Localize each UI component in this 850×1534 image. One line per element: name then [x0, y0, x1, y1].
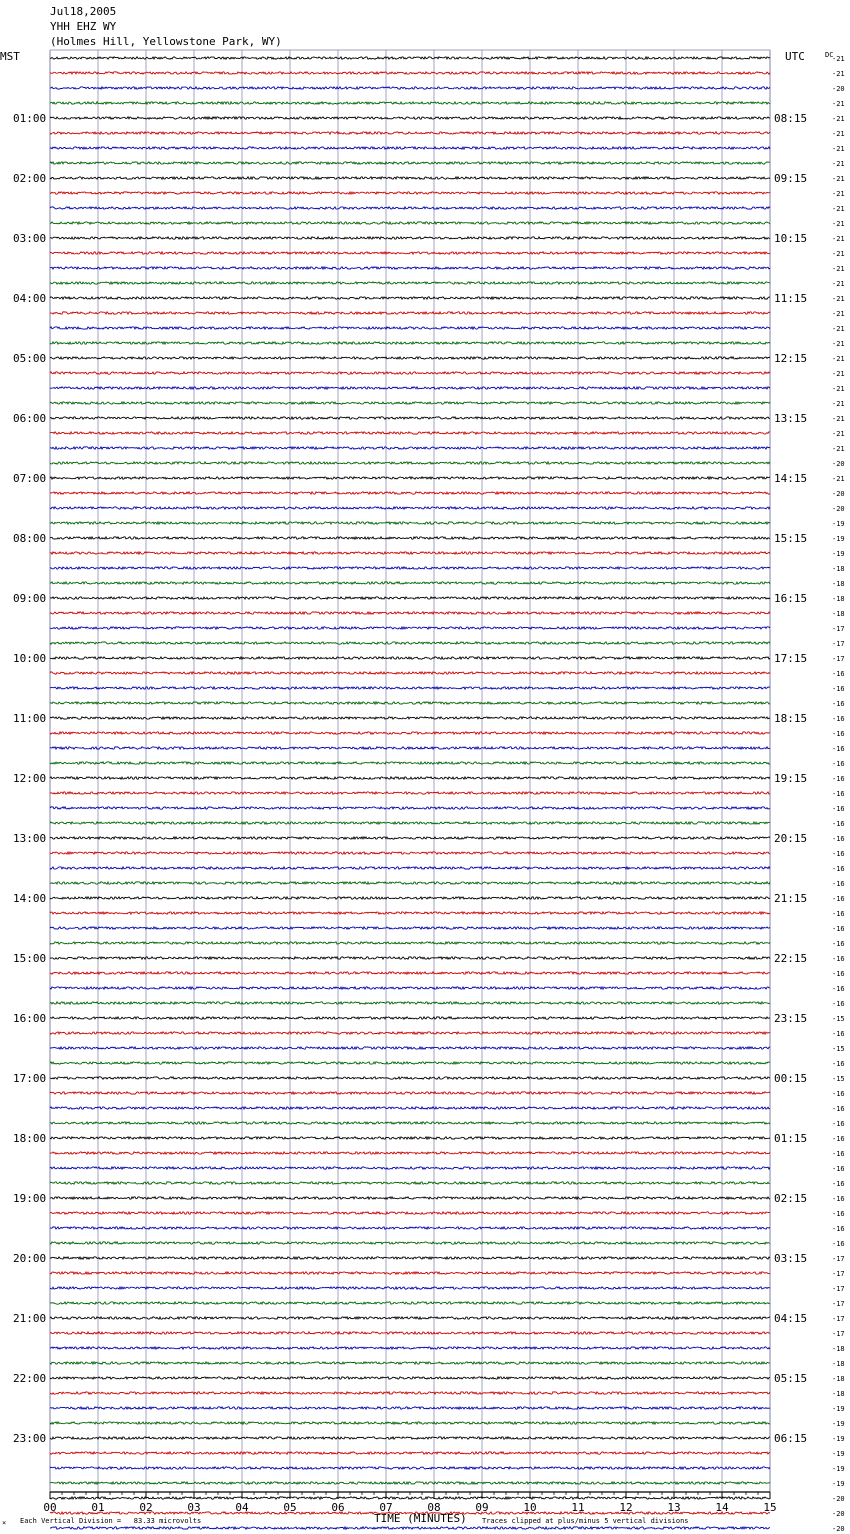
dc-offset-label: -16 [832, 1000, 845, 1008]
station-location: (Holmes Hill, Yellowstone Park, WY) [50, 35, 282, 48]
x-axis-label: TIME (MINUTES) [374, 1512, 467, 1525]
seismic-trace [50, 1302, 770, 1304]
utc-hour-label: 17:15 [774, 652, 808, 665]
seismic-trace [50, 1482, 770, 1484]
seismic-trace [50, 657, 770, 659]
x-tick-label: 12 [619, 1501, 633, 1514]
utc-hour-label: 19:15 [774, 772, 808, 785]
seismic-trace [50, 867, 770, 869]
dc-offset-label: -20 [832, 505, 845, 513]
seismic-trace [50, 567, 770, 569]
dc-offset-label: -16 [832, 865, 845, 873]
x-tick-label: 15 [763, 1501, 777, 1514]
seismic-trace [50, 627, 770, 629]
seismic-trace [50, 1527, 770, 1529]
dc-offset-label: -16 [832, 775, 845, 783]
dc-offset-label: -21 [832, 250, 845, 258]
dc-offset-label: -16 [832, 985, 845, 993]
seismic-trace [50, 792, 770, 794]
seismic-trace [50, 1182, 770, 1184]
dc-offset-label: -19 [832, 550, 845, 558]
dc-offset-label: -21 [832, 340, 845, 348]
dc-offset-label: -21 [832, 280, 845, 288]
dc-offset-label: -15 [832, 1075, 845, 1083]
utc-hour-label: 16:15 [774, 592, 808, 605]
dc-offset-label: -16 [832, 1030, 845, 1038]
corner-mark: × [2, 1519, 7, 1527]
seismic-trace [50, 282, 770, 284]
dc-offset-label: -16 [832, 1180, 845, 1188]
seismic-trace [50, 1062, 770, 1064]
dc-offset-label: -16 [832, 955, 845, 963]
utc-hour-label: 20:15 [774, 832, 808, 845]
dc-label: DC [825, 51, 834, 59]
utc-hour-label: 10:15 [774, 232, 808, 245]
utc-hour-label: 04:15 [774, 1312, 808, 1325]
seismic-trace [50, 162, 770, 164]
left-timezone-label: MST [0, 50, 20, 63]
dc-offset-label: -21 [832, 370, 845, 378]
mst-hour-label: 22:00 [13, 1372, 47, 1385]
utc-hour-label: 18:15 [774, 712, 808, 725]
utc-hour-label: 05:15 [774, 1372, 808, 1385]
dc-offset-label: -19 [832, 1465, 845, 1473]
dc-offset-label: -16 [832, 895, 845, 903]
seismic-trace [50, 1272, 770, 1274]
trace-layer [50, 57, 770, 1534]
utc-hour-label: 09:15 [774, 172, 808, 185]
dc-offset-label: -21 [832, 445, 845, 453]
dc-offset-label: -21 [832, 160, 845, 168]
seismic-trace [50, 1047, 770, 1049]
seismic-trace [50, 687, 770, 689]
dc-offset-label: -21 [832, 55, 845, 63]
seismic-trace [50, 1077, 770, 1079]
dc-offset-label: -16 [832, 730, 845, 738]
seismic-trace [50, 972, 770, 974]
seismic-trace [50, 1107, 770, 1109]
seismic-trace [50, 207, 770, 209]
x-tick-label: 00 [43, 1501, 57, 1514]
mst-hour-label: 17:00 [13, 1072, 47, 1085]
seismic-trace [50, 927, 770, 929]
dc-offset-label: -16 [832, 745, 845, 753]
dc-offset-label: -16 [832, 760, 845, 768]
seismic-trace [50, 807, 770, 809]
dc-offset-label: -16 [832, 880, 845, 888]
dc-offset-label: -21 [832, 475, 845, 483]
dc-offset-label: -18 [832, 1345, 845, 1353]
utc-hour-label: 23:15 [774, 1012, 808, 1025]
seismic-trace [50, 837, 770, 839]
dc-offset-label: -15 [832, 1015, 845, 1023]
mst-hour-label: 08:00 [13, 532, 47, 545]
seismic-trace [50, 402, 770, 404]
x-tick-label: 10 [523, 1501, 537, 1514]
dc-offset-label: -16 [832, 1240, 845, 1248]
dc-offset-label: -18 [832, 1360, 845, 1368]
dc-offset-label: -21 [832, 220, 845, 228]
utc-hour-label: 03:15 [774, 1252, 808, 1265]
x-tick-label: 13 [667, 1501, 681, 1514]
dc-offset-label: -15 [832, 1045, 845, 1053]
dc-offset-label: -17 [832, 1330, 845, 1338]
x-tick-label: 04 [235, 1501, 249, 1514]
seismic-trace [50, 987, 770, 989]
dc-offset-label: -16 [832, 1120, 845, 1128]
seismic-trace [50, 522, 770, 524]
mst-hour-label: 20:00 [13, 1252, 47, 1265]
seismic-trace [50, 582, 770, 584]
dc-offset-label: -17 [832, 1285, 845, 1293]
utc-hour-label: 00:15 [774, 1072, 808, 1085]
seismic-trace [50, 1092, 770, 1094]
dc-offset-label: -21 [832, 70, 845, 78]
dc-offset-label: -16 [832, 1090, 845, 1098]
dc-offset-label: -17 [832, 1315, 845, 1323]
seismic-trace [50, 327, 770, 329]
right-timezone-label: UTC [785, 50, 805, 63]
dc-offset-label: -21 [832, 430, 845, 438]
dc-offset-label: -16 [832, 670, 845, 678]
dc-offset-label: -16 [832, 1135, 845, 1143]
dc-offset-label: -16 [832, 1225, 845, 1233]
dc-offset-label: -21 [832, 265, 845, 273]
mst-hour-label: 10:00 [13, 652, 47, 665]
seismic-trace [50, 192, 770, 194]
seismic-trace [50, 312, 770, 314]
utc-hour-label: 02:15 [774, 1192, 808, 1205]
x-tick-label: 08 [427, 1501, 441, 1514]
seismic-trace [50, 1002, 770, 1004]
seismic-trace [50, 492, 770, 494]
dc-offset-label: -16 [832, 1195, 845, 1203]
seismic-trace [50, 597, 770, 599]
dc-offset-label: -21 [832, 415, 845, 423]
mst-hour-label: 21:00 [13, 1312, 47, 1325]
seismic-trace [50, 1497, 770, 1499]
dc-offset-label: -16 [832, 700, 845, 708]
seismic-trace [50, 1317, 770, 1319]
seismic-trace [50, 732, 770, 734]
dc-offset-label: -20 [832, 1525, 845, 1533]
dc-offset-label: -16 [832, 850, 845, 858]
seismic-trace [50, 1287, 770, 1289]
dc-offset-label: -21 [832, 145, 845, 153]
seismic-trace [50, 1017, 770, 1019]
dc-offset-label: -19 [832, 1450, 845, 1458]
dc-offset-label: -18 [832, 1375, 845, 1383]
seismic-trace [50, 897, 770, 899]
seismic-trace [50, 1422, 770, 1424]
seismic-trace [50, 762, 770, 764]
dc-offset-label: -21 [832, 115, 845, 123]
seismic-trace [50, 72, 770, 74]
seismic-trace [50, 1437, 770, 1439]
mst-hour-label: 09:00 [13, 592, 47, 605]
mst-hour-label: 18:00 [13, 1132, 47, 1145]
seismic-trace [50, 1227, 770, 1229]
station-code: YHH EHZ WY [50, 20, 117, 33]
seismic-trace [50, 222, 770, 224]
mst-hour-label: 03:00 [13, 232, 47, 245]
dc-offset-label: -19 [832, 535, 845, 543]
seismic-trace [50, 1377, 770, 1379]
seismic-trace [50, 717, 770, 719]
seismic-trace [50, 387, 770, 389]
dc-offset-label: -19 [832, 1405, 845, 1413]
dc-offset-label: -21 [832, 100, 845, 108]
dc-offset-label: -20 [832, 460, 845, 468]
dc-offset-label: -17 [832, 1300, 845, 1308]
utc-hour-label: 13:15 [774, 412, 808, 425]
x-tick-label: 01 [91, 1501, 105, 1514]
dc-offset-label: -21 [832, 175, 845, 183]
dc-offset-label: -16 [832, 790, 845, 798]
dc-offset-label: -20 [832, 1495, 845, 1503]
seismic-trace [50, 747, 770, 749]
dc-offset-label: -21 [832, 190, 845, 198]
dc-offset-label: -21 [832, 355, 845, 363]
seismic-trace [50, 117, 770, 119]
dc-offset-label: -16 [832, 715, 845, 723]
utc-hour-label: 12:15 [774, 352, 808, 365]
seismic-trace [50, 942, 770, 944]
mst-hour-label: 16:00 [13, 1012, 47, 1025]
dc-offset-label: -17 [832, 655, 845, 663]
seismic-trace [50, 1137, 770, 1139]
seismic-trace [50, 102, 770, 104]
seismic-trace [50, 87, 770, 89]
seismic-trace [50, 882, 770, 884]
dc-offset-label: -16 [832, 940, 845, 948]
seismic-trace [50, 612, 770, 614]
seismic-trace [50, 1122, 770, 1124]
dc-offset-label: -21 [832, 205, 845, 213]
x-tick-label: 14 [715, 1501, 729, 1514]
dc-offset-label: -21 [832, 385, 845, 393]
seismic-trace [50, 1212, 770, 1214]
mst-hour-label: 07:00 [13, 472, 47, 485]
dc-offset-label: -16 [832, 835, 845, 843]
seismic-trace [50, 1452, 770, 1454]
dc-offset-label: -18 [832, 595, 845, 603]
seismic-trace [50, 237, 770, 239]
dc-offset-label: -21 [832, 325, 845, 333]
dc-offset-label: -16 [832, 1105, 845, 1113]
seismic-trace [50, 1332, 770, 1334]
mst-hour-label: 04:00 [13, 292, 47, 305]
seismic-trace [50, 1032, 770, 1034]
seismic-trace [50, 447, 770, 449]
seismic-trace [50, 852, 770, 854]
seismic-trace [50, 1407, 770, 1409]
x-tick-label: 02 [139, 1501, 153, 1514]
seismic-trace [50, 477, 770, 479]
scale-note: Each Vertical Division = 83.33 microvolts [20, 1517, 202, 1525]
seismic-trace [50, 297, 770, 299]
seismic-trace [50, 372, 770, 374]
dc-offset-label: -16 [832, 910, 845, 918]
x-tick-label: 03 [187, 1501, 201, 1514]
dc-offset-label: -17 [832, 640, 845, 648]
dc-offset-label: -19 [832, 1480, 845, 1488]
clip-note: Traces clipped at plus/minus 5 vertical divisions [482, 1517, 689, 1525]
dc-offset-label: -17 [832, 1270, 845, 1278]
dc-offset-label: -16 [832, 1165, 845, 1173]
seismic-trace [50, 1392, 770, 1394]
dc-offset-label: -20 [832, 85, 845, 93]
dc-offset-label: -18 [832, 1390, 845, 1398]
seismic-trace [50, 1197, 770, 1199]
mst-hour-label: 01:00 [13, 112, 47, 125]
seismic-trace [50, 1152, 770, 1154]
seismic-trace [50, 357, 770, 359]
seismic-trace [50, 642, 770, 644]
mst-hour-label: 11:00 [13, 712, 47, 725]
dc-offset-label: -17 [832, 1255, 845, 1263]
mst-hour-label: 12:00 [13, 772, 47, 785]
dc-offset-label: -16 [832, 805, 845, 813]
dc-offset-label: -19 [832, 1420, 845, 1428]
seismic-trace [50, 147, 770, 149]
dc-offset-label: -20 [832, 1510, 845, 1518]
utc-hour-label: 21:15 [774, 892, 808, 905]
seismic-trace [50, 702, 770, 704]
seismic-trace [50, 957, 770, 959]
seismic-trace [50, 462, 770, 464]
record-date: Jul18,2005 [50, 5, 117, 18]
utc-hour-label: 11:15 [774, 292, 808, 305]
dc-offset-label: -21 [832, 400, 845, 408]
x-tick-label: 11 [571, 1501, 585, 1514]
dc-offset-label: -21 [832, 310, 845, 318]
seismic-trace [50, 912, 770, 914]
x-tick-label: 05 [283, 1501, 297, 1514]
dc-offset-label: -21 [832, 130, 845, 138]
utc-hour-label: 14:15 [774, 472, 808, 485]
utc-hour-label: 06:15 [774, 1432, 808, 1445]
seismic-trace [50, 267, 770, 269]
seismic-trace [50, 1242, 770, 1244]
seismic-trace [50, 1167, 770, 1169]
seismic-trace [50, 342, 770, 344]
seismic-trace [50, 432, 770, 434]
utc-hour-label: 01:15 [774, 1132, 808, 1145]
dc-offset-label: -19 [832, 1435, 845, 1443]
dc-offset-label: -19 [832, 520, 845, 528]
x-tick-label: 09 [475, 1501, 489, 1514]
seismic-trace [50, 507, 770, 509]
dc-offset-label: -21 [832, 235, 845, 243]
dc-offset-label: -16 [832, 1060, 845, 1068]
dc-offset-label: -18 [832, 565, 845, 573]
dc-offset-label: -17 [832, 625, 845, 633]
dc-offset-label: -16 [832, 925, 845, 933]
seismic-trace [50, 1257, 770, 1259]
seismic-trace [50, 417, 770, 419]
seismic-trace [50, 537, 770, 539]
dc-offset-label: -18 [832, 580, 845, 588]
dc-offset-label: -18 [832, 610, 845, 618]
seismic-trace [50, 1362, 770, 1364]
dc-offset-label: -16 [832, 1150, 845, 1158]
mst-hour-label: 02:00 [13, 172, 47, 185]
x-tick-label: 06 [331, 1501, 345, 1514]
mst-hour-label: 05:00 [13, 352, 47, 365]
utc-hour-label: 08:15 [774, 112, 808, 125]
seismic-trace [50, 672, 770, 674]
dc-offset-label: -16 [832, 1210, 845, 1218]
seismic-trace [50, 552, 770, 554]
seismic-trace [50, 822, 770, 824]
mst-hour-label: 13:00 [13, 832, 47, 845]
x-tick-label: 07 [379, 1501, 393, 1514]
seismic-trace [50, 57, 770, 59]
seismic-trace [50, 132, 770, 134]
seismic-trace [50, 1347, 770, 1349]
seismic-trace [50, 177, 770, 179]
dc-offset-label: -16 [832, 820, 845, 828]
mst-hour-label: 06:00 [13, 412, 47, 425]
mst-hour-label: 23:00 [13, 1432, 47, 1445]
dc-offset-label: -20 [832, 490, 845, 498]
mst-hour-label: 15:00 [13, 952, 47, 965]
seismic-trace [50, 1467, 770, 1469]
seismic-trace [50, 252, 770, 254]
utc-hour-label: 22:15 [774, 952, 808, 965]
seismic-trace [50, 777, 770, 779]
utc-hour-label: 15:15 [774, 532, 808, 545]
dc-offset-label: -16 [832, 685, 845, 693]
dc-offset-label: -21 [832, 295, 845, 303]
dc-offset-label: -16 [832, 970, 845, 978]
mst-hour-label: 14:00 [13, 892, 47, 905]
mst-hour-label: 19:00 [13, 1192, 47, 1205]
